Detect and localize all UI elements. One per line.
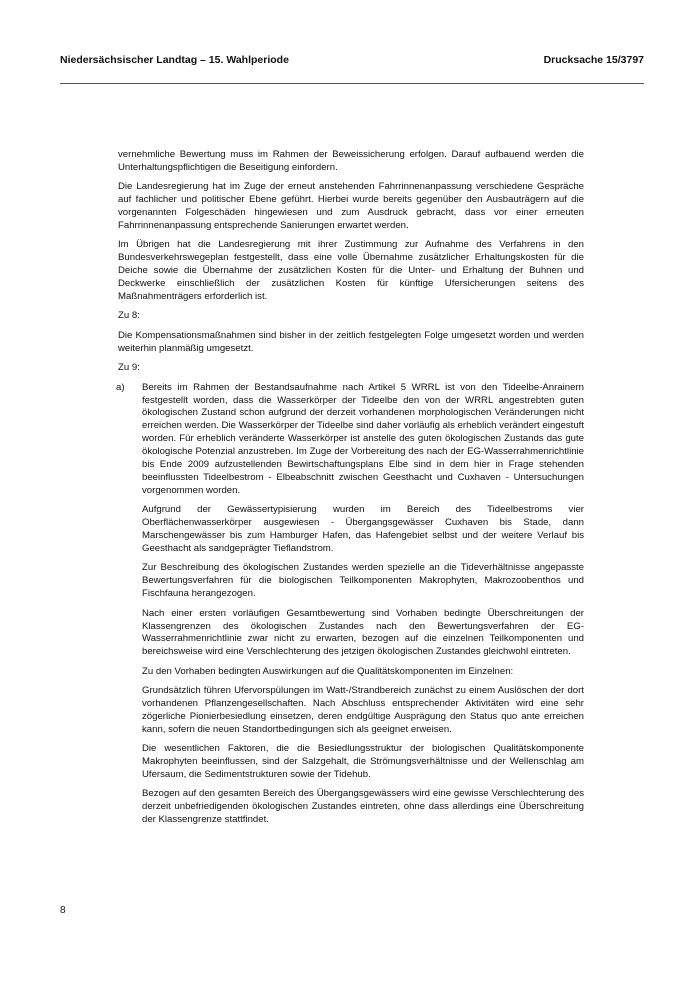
section-label: Zu 8: (118, 310, 140, 322)
page-header (60, 54, 644, 66)
document-body (118, 149, 584, 834)
list-item-body (142, 382, 584, 834)
page-number: 8 (60, 905, 66, 916)
section-label: Zu 9: (118, 362, 140, 374)
paragraph: Zur Beschreibung des ökologischen Zustandes werden spezielle an die Tideverhältnisse angepasste Bewertungsverfahren für die biologischen Teilkomponenten Makrophyten, Makrozoobenthos und Fischfauna herangezogen. (142, 562, 584, 600)
paragraph: Die Landesregierung hat im Zuge der erneut anstehenden Fahrrinnenanpassung verschiedene Gespräche auf fachlicher und politischer Ebene geführt. Hierbei wurde bereits gegenüber den Ausbauträgern auf die vorgenannten Folgeschäden hingewiesen und zum Ausdruck gebracht, dass vor einer erneuten Fahrrinnenanpassung entsprechende Sanierungen erwartet werden. (118, 181, 584, 232)
paragraph: Aufgrund der Gewässertypisierung wurden im Bereich des Tideelbestroms vier Oberflächenwasserkörper ausgewiesen - Übergangsgewässer Cuxhaven bis Stade, dann Marschengewässer bis zum Hamburger Hafen, das Hafengebiet selbst und der weitere Verlauf bis Geesthacht als sandgeprägter Tieflandstrom. (142, 504, 584, 554)
paragraph: Die wesentlichen Faktoren, die die Besiedlungsstruktur der biologischen Qualitätskomponente Makrophyten beeinflussen, sind der Salzgehalt, die Strömungsverhältnisse und der Wellenschlag am Ufersaum, die Sedimentstrukturen sowie der Tidehub. (142, 743, 584, 781)
paragraph: Im Übrigen hat die Landesregierung mit ihrer Zustimmung zur Aufnahme des Verfahrens in den Bundesverkehrswegeplan festgestellt, dass eine volle Übernahme zusätzlicher Erhaltungskosten für die Deiche sowie die Übernahme der zusätzlichen Kosten für die Unter- und Erhaltung der Buhnen und Deckwerke einschließlich der zusätzlichen Kosten für künftige Ufersicherungen seitens des Maßnahmenträgers erforderlich ist. (118, 239, 584, 303)
paragraph: vernehmliche Bewertung muss im Rahmen der Beweissicherung erfolgen. Darauf aufbauend werden die Unterhaltungspflichtigen die Beseitigung einfordern. (118, 149, 584, 173)
list-item (118, 382, 584, 834)
paragraph: Grundsätzlich führen Ufervorspülungen im Watt-/Strandbereich zunächst zu einem Auslöschen der dort vorhandenen Pflanzengesellschaften. Nach Abschluss entsprechender Aktivitäten wird eine sehr zögerliche Pionierbesiedlung einsetzen, deren endgültige Ausprägung den Status quo ante erreichen kann, sofern die neuen Standortbedingungen sich als geeignet erweisen. (142, 685, 584, 735)
paragraph: Zu den Vorhaben bedingten Auswirkungen auf die Qualitätskomponenten im Einzelnen: (142, 665, 514, 677)
paragraph: Nach einer ersten vorläufigen Gesamtbewertung sind Vorhaben bedingte Überschreitungen der Klassengrenzen des ökologischen Zustandes nach den Bewertungsverfahren der EG-Wasserrahmenrichtlinie zwar nicht zu erwarten, bezogen auf die einzelnen Teilkomponenten und bereichsweise wird eine Verschlechterung des jetzigen ökologischen Zustandes gleichwohl eintreten. (142, 607, 584, 658)
paragraph: Die Kompensationsmaßnahmen sind bisher in der zeitlich festgelegten Folge umgesetzt worden und werden weiterhin planmäßig umgesetzt. (118, 329, 584, 354)
header-left: Niedersächsischer Landtag – 15. Wahlperiode (60, 54, 289, 66)
list-item-label: a) (116, 381, 125, 393)
header-divider (60, 83, 644, 84)
paragraph: Bezogen auf den gesamten Bereich des Übergangsgewässers wird eine gewisse Verschlechterung des derzeit unbefriedigenden ökologischen Zustandes eintreten, ohne dass allerdings eine Überschreitung der Klassengrenze stattfindet. (142, 788, 584, 826)
paragraph: Bereits im Rahmen der Bestandsaufnahme nach Artikel 5 WRRL ist von den Tideelbe-Anrainern festgestellt worden, dass die Wasserkörper der Tideelbe den von der WRRL angestrebten guten ökologischen Zustand schon aufgrund der derzeit vorhandenen morphologischen Veränderungen nicht erreichen werden. Die Wasserkörper der Tideelbe sind daher vorläufig als erheblich verändert eingestuft worden. Für erheblich veränderte Wasserkörper ist anstelle des guten ökologischen Zustands das gute ökologische Potenzial anzustreben. Im Zuge der Vorbereitung des nach der EG-Wasserrahmenrichtlinie bis Ende 2009 aufzustellenden Bewirtschaftungsplans Elbe sind in dem hier in Frage stehenden beeinflussten Tideelbestrom - Elbeabschnitt zwischen Geesthacht und Cuxhaven - Untersuchungen vorgenommen worden. (142, 381, 584, 496)
header-right: Drucksache 15/3797 (543, 54, 644, 66)
